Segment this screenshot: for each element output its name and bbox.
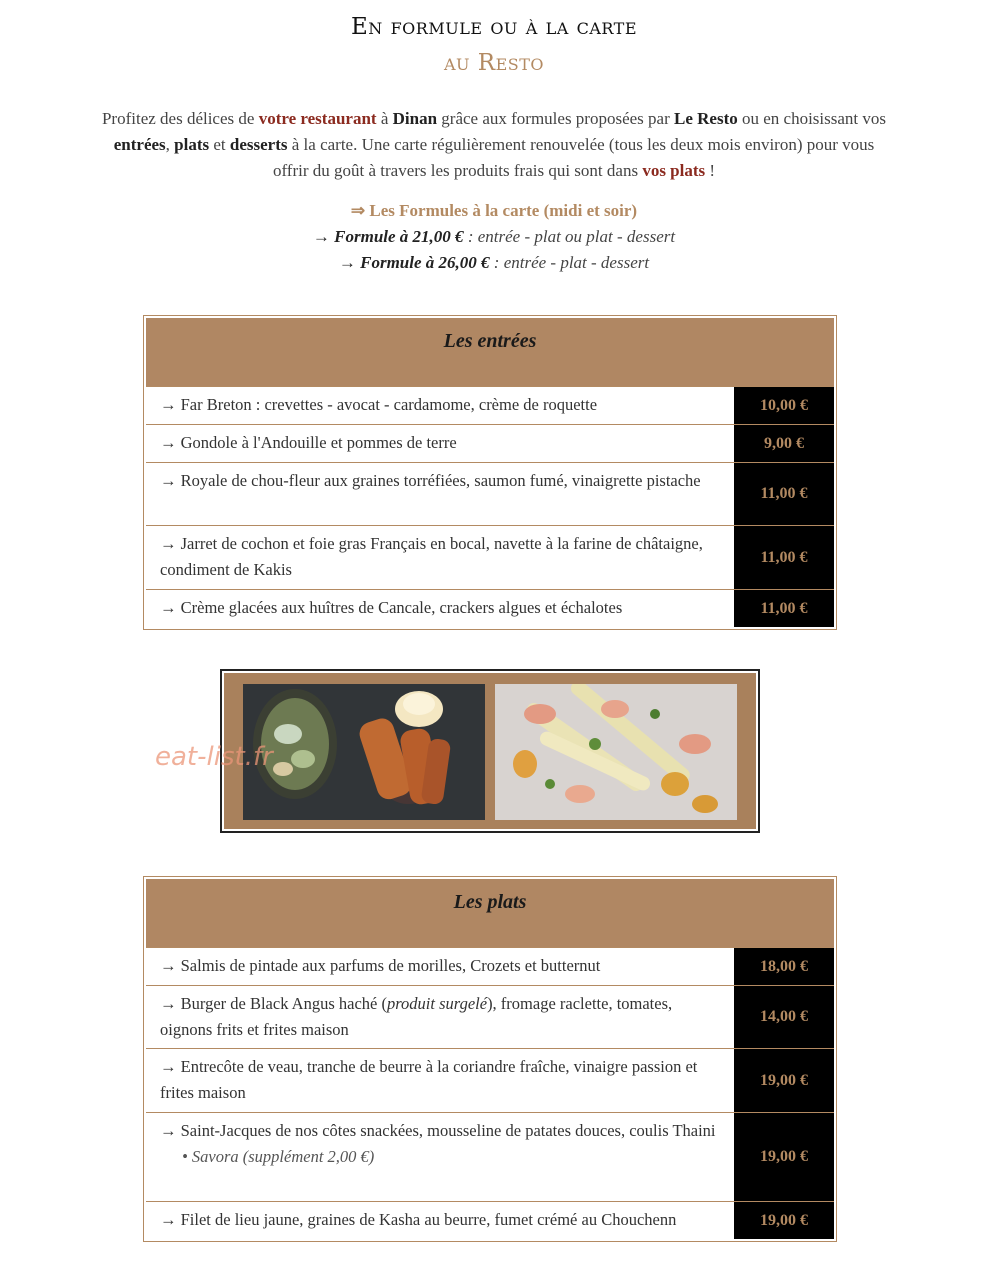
intro-text: Profitez des délices de [101,109,259,128]
formule-desc: : entrée - plat - dessert [489,253,650,272]
main-course-photo [495,684,737,820]
intro-text: grâce aux formules proposées par [437,109,674,128]
formule-21 [0,224,988,250]
table-row [146,1048,834,1112]
entrees-title: Les entrées [443,330,537,352]
dish-description [146,1113,734,1201]
intro-bold: plats [174,135,210,154]
table-row [146,589,834,627]
formule-26 [0,250,988,276]
page-title: En formule ou à la carte [350,14,638,40]
table-row [146,1112,834,1201]
intro-text: ! [705,161,716,180]
table-row [146,1201,834,1239]
dish-price: 18,00 € [734,948,834,985]
dish-price: 14,00 € [734,986,834,1048]
intro-text: à [376,109,393,128]
dish-price: 10,00 € [734,387,834,424]
entrees-header [146,318,834,386]
vos-plats-link[interactable]: vos plats [642,161,706,180]
dish-price: 11,00 € [734,463,834,525]
restaurant-link[interactable]: votre restaurant [258,109,377,128]
dish-description: → Gondole à l'Andouille et pommes de terre [160,433,457,452]
intro-bold: Le Resto [674,109,738,128]
dish-photos-frame [220,669,760,833]
intro-bold: Dinan [392,109,438,128]
dish-text: → Burger de Black Angus haché ( [160,994,387,1013]
dish-note: produit surgelé [386,994,488,1013]
formule-name: → Formule à 26,00 € [338,253,490,272]
table-row [146,424,834,462]
intro-text: , [165,135,175,154]
table-row [146,985,834,1048]
formule-desc: : entrée - plat ou plat - dessert [463,227,676,246]
formule-name: → Formule à 21,00 € [312,227,464,246]
dish-text: ), fromage raclette, tomates, oignons frits et frites maison [160,994,673,1039]
dish-supplement: • Savora (supplément 2,00 €) [182,1147,375,1166]
table-row [146,525,834,589]
dish-description: → Filet de lieu jaune, graines de Kasha au beurre, fumet crémé au Chouchenn [160,1210,677,1229]
dish-price: 9,00 € [734,425,834,462]
table-row [146,947,834,985]
page-subtitle: au Resto [443,50,545,76]
dish-description: → Far Breton : crevettes - avocat - cardamome, crème de roquette [160,395,598,414]
dish-description: → Salmis de pintade aux parfums de morilles, Crozets et butternut [160,956,601,975]
dish-description: → Crème glacées aux huîtres de Cancale, crackers algues et échalotes [160,598,623,617]
entrees-table [143,315,837,630]
intro-text: ou en choisissant vos [737,109,887,128]
intro-bold: desserts [229,135,288,154]
starter-photo [243,684,485,820]
plats-title: Les plats [453,891,527,913]
dish-description: → Jarret de cochon et foie gras Français en bocal, navette à la farine de châtaigne, condiment de Kakis [160,534,703,579]
dish-text: → Saint-Jacques de nos côtes snackées, mousseline de patates douces, coulis Thaini [160,1121,716,1140]
formules-block [0,198,988,276]
plats-header [146,879,834,947]
intro-bold: entrées [113,135,166,154]
dish-price: 19,00 € [734,1113,834,1201]
dish-description [146,986,734,1048]
formules-title: ⇒ Les Formules à la carte (midi et soir) [350,201,638,220]
table-row [146,386,834,424]
dish-price: 19,00 € [734,1202,834,1239]
dish-description: → Entrecôte de veau, tranche de beurre à la coriandre fraîche, vinaigre passion et frites maison [160,1057,698,1102]
table-row [146,462,834,525]
plats-table [143,876,837,1242]
dish-description: → Royale de chou-fleur aux graines torréfiées, saumon fumé, vinaigrette pistache [160,471,701,490]
intro-paragraph [100,106,888,184]
watermark-logo: eat-list.fr [155,742,273,772]
dish-price: 19,00 € [734,1049,834,1112]
intro-text: à la carte. Une carte régulièrement renouvelée (tous les deux mois environ) pour vous offrir du goût à travers les produits frais qui sont dans [272,135,875,180]
dish-price: 11,00 € [734,526,834,589]
intro-text: et [209,135,230,154]
dish-price: 11,00 € [734,590,834,627]
